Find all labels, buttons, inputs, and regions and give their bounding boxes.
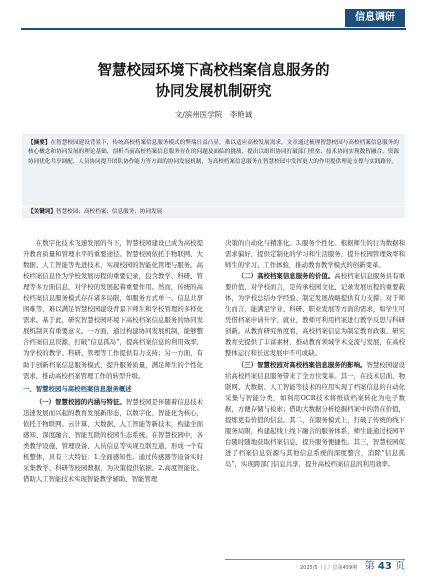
keywords-box xyxy=(22,207,405,218)
top-rule xyxy=(21,28,406,30)
keywords-paragraph xyxy=(28,208,399,217)
keywords-label: 【关键词】 xyxy=(28,209,56,215)
abstract-text: 在智慧校园建设背景下，传统高校档案信息服务模式的弊端日益凸显，难以适应高校发展需求。文章通过梳理智慧校园与高校档案信息服务的核心概念和协同发展的理论基础，剖析当前高校档案信息服务存在的问题及面临的挑战，提出以组织协同打破部门壁垒、技术协同实现数智融合、资源协同优化共享调配、人员协同提升团队协作能力等方面的协同发展机制，为高校档案信息服务在智慧校园中发挥更大的作用提供理论支撑与实践路径。 xyxy=(28,140,399,165)
abstract-label: 【摘要】 xyxy=(28,140,51,146)
page-number-value: 43 xyxy=(377,561,392,572)
subsection-3-paragraph xyxy=(225,360,405,470)
body-column-left xyxy=(23,238,203,485)
page-label: 第 xyxy=(364,561,375,572)
subsection-3-text: 智慧校园建设给高校档案信息服务带来了全方位变革。其一，在技术层面，物联网、大数据、人工智能等技术的应用实现了档案信息的自动化采集与智能分类，如利用OCR技术将纸质档案转化为电子数据，方便存储与检索；借助大数据分析挖掘档案中的潜在价值，提炼更有价值的信息。其二，在服务模式上，打破了传统的线下服务局限，构建起线上线下融合的服务体系，师生能通过校园平台随时随地获取档案信息，提升服务便捷性。其三，智慧校园促进了档案信息资源与其他信息系统的深度整合，消除“信息孤岛”，实现跨部门信息共享，提升高校档案信息的利用效率。 xyxy=(225,360,406,468)
issue-info: 2025/5（上）总第459期 xyxy=(300,565,358,571)
intro-paragraph: 在数字化技术飞速发展的当下，智慧校园建设已成为高校提升教育质量和管理水平的重要途径。智慧校园依托于物联网、大数据、人工智能等先进技术，实现校园的智能化管理与服务。高校档案信息作为学校发展历程的重要记录，包含教学、科研、管理等多方面信息，对学校的发展起着重要作用。然而，传统的高校档案信息服务模式存在诸多局限，如服务方式单一、信息共享困难等，难以满足智慧校园建设背景下师生和学校管理的多样化需求。基于此，研究智慧校园环境下高校档案信息服务的协同发展机制具有重要意义。一方面，通过构建协同发展机制，能够整合档案信息资源，打破“信息孤岛”，提高档案信息的利用效率，为学校的教学、科研、管理等工作提供有力支持；另一方面，有助于创新档案信息服务模式，提升服务质量，满足师生的个性化需求，推动高校档案管理工作的转型升级。 xyxy=(23,239,203,380)
author-affiliation: 文/滨州医学院 李艳诚 xyxy=(174,110,253,119)
page-suffix: 页 xyxy=(395,561,405,572)
abstract-box xyxy=(22,134,405,206)
subsection-1-paragraph xyxy=(23,397,203,485)
section-heading-1: 一、智慧校园与高校档案信息服务概述 xyxy=(23,384,132,393)
subsection-1-text: 智慧校园是伴随着信息技术迅速发展而兴起的教育发展新形态，以数字化、智能化为核心，依托于物联网、云计算、大数据、人工智能等新技术，构建全面感知、深度融合、智能互联的校园生态系统。在智慧校园中，各类教学设施、管理设备、人员信息等实现互联互通，形成一个有机整体，具有三大特征：1.全面感知性。通过传感器等设备实时采集教学、科研等校园数据，为决策提供依据。2.高度智能化。借助人工智能技术实现智能教学辅助、智能管理 xyxy=(23,397,204,483)
body-column-right xyxy=(225,238,405,470)
continued-paragraph: 决策的自动化与精准化。3.服务个性化。根据师生的行为数据和需求偏好，提供定制化的学习和生活服务，提升校园管理效率和师生的学习、工作体验，推动教育教学模式的创新变革。 xyxy=(225,239,405,270)
section-tag: 信息调研 xyxy=(345,9,405,27)
subsection-2-text: 高校档案信息服务具有重要价值，对学校而言，是传承校园文化、记录发展历程的重要载体，为学校总结办学经验、制定发展战略提供有力支撑；对于师生而言，能满足学业、科研、职业发展等方面的需求，如学生可凭借档案申请升学、就业，教师可利用档案进行教学反思与科研创新。从教育研究角度看，高校档案信息为制定教育政策、研究教育史提供了丰富素材，推动教育领域学术交流与发展，在高校整体运行和长远发展中不可或缺。 xyxy=(225,272,406,358)
page-number xyxy=(365,560,405,574)
subsection-3-heading: （三）智慧校园对高校档案信息服务的影响。 xyxy=(237,360,367,369)
subsection-1-heading: （一）智慧校园的内涵与特征。 xyxy=(35,397,126,406)
title-line-2: 协同发展机制研究 xyxy=(155,83,272,100)
article-title xyxy=(0,60,427,102)
subsection-2-paragraph xyxy=(225,271,405,359)
keywords-text: 智慧校园；高校档案；信息服务；协同发展 xyxy=(55,209,163,215)
title-line-1: 智慧校园环境下高校档案信息服务的 xyxy=(97,62,330,79)
abstract-paragraph xyxy=(28,139,399,167)
subsection-2-heading: （二）高校档案信息服务的价值。 xyxy=(237,272,335,281)
